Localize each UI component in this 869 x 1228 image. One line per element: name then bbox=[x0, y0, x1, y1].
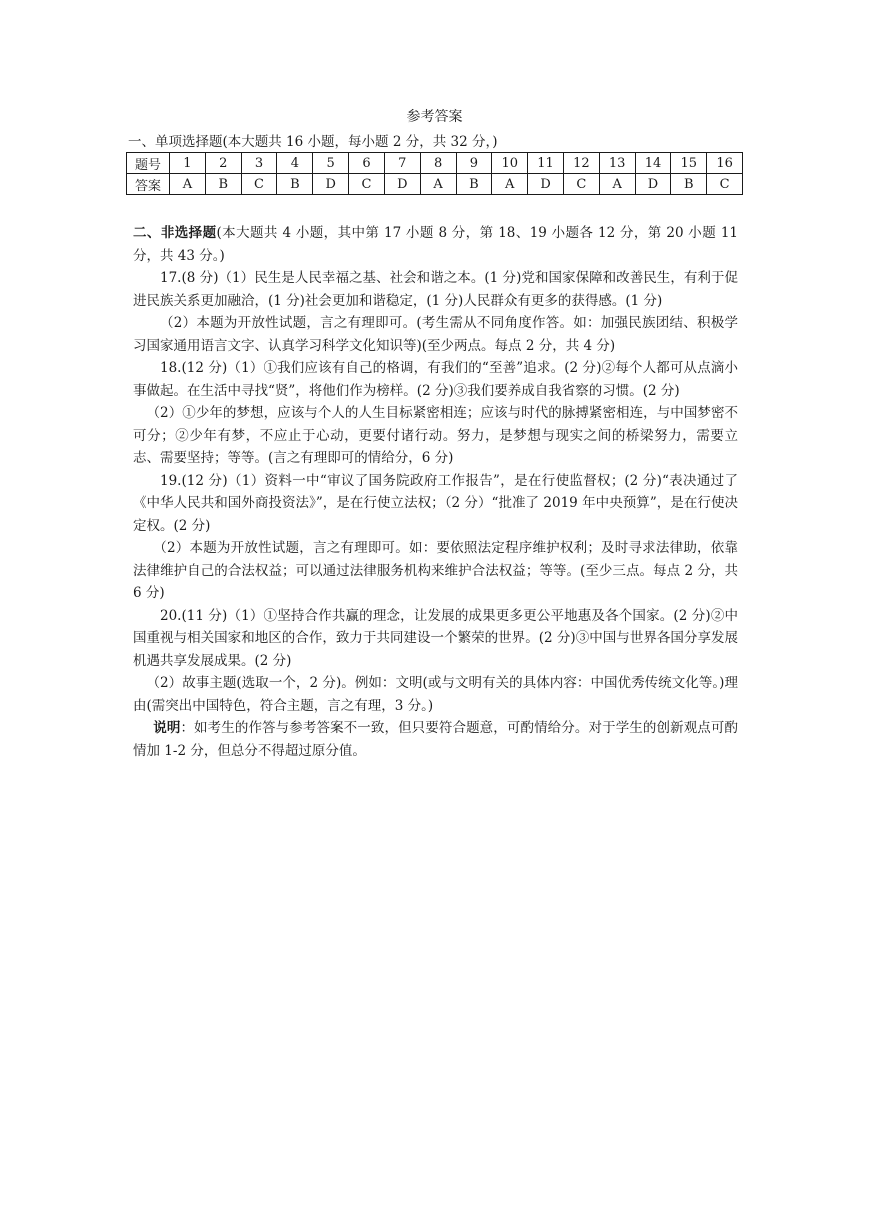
answer-cell: D bbox=[528, 174, 564, 195]
row-header-number: 题号 bbox=[127, 153, 170, 174]
answer-cell: C bbox=[349, 174, 385, 195]
answer-cell: B bbox=[205, 174, 241, 195]
answer-cell: B bbox=[277, 174, 313, 195]
answer-table bbox=[126, 152, 743, 195]
q18-part1: 18.(12 分)（1）①我们应该有自己的格调，有我们的“至善”追求。(2 分)②每个人都可从点滴小事做起。在生活中寻找“贤”，将他们作为榜样。(2 分)③我们要养成自我省察的习惯。(2 分) bbox=[133, 360, 738, 399]
answer-cell: A bbox=[420, 174, 456, 195]
answer-cell: B bbox=[671, 174, 707, 195]
q19-part1: 19.(12 分)（1）资料一中“审议了国务院政府工作报告”，是在行使监督权；(2 分)“表决通过了《中华人民共和国外商投资法》”，是在行使立法权；（2 分）“批准了 2019 年中央预算”，是在行使决定权。(2 分) bbox=[133, 472, 738, 534]
q18-part2: （2）①少年的梦想，应该与个人的人生目标紧密相连；应该与时代的脉搏紧密相连，与中国梦密不可分；②少年有梦，不应止于心动，更要付诸行动。努力，是梦想与现实之间的桥梁努力，需要立志、需要坚持；等等。(言之有理即可的情给分，6 分) bbox=[133, 405, 738, 466]
section2-heading bbox=[133, 222, 738, 267]
question-number: 13 bbox=[599, 153, 635, 174]
answer-cell: D bbox=[384, 174, 420, 195]
q20-part1: 20.(11 分)（1）①坚持合作共赢的理念，让发展的成果更多更公平地惠及各个国家。(2 分)②中国重视与相关国家和地区的合作，致力于共同建设一个繁荣的世界。(2 分)③中国与世界各国分享发展机遇共享发展成果。(2 分) bbox=[133, 607, 738, 669]
question-number-row bbox=[127, 153, 743, 174]
section2-heading-text: (本大题共 4 小题，其中第 17 小题 8 分，第 18、19 小题各 12 分，第 20 小题 11 分，共 43 分。) bbox=[133, 225, 738, 264]
q20-part2: （2）故事主题(选取一个，2 分)。例如：文明(或与文明有关的具体内容：中国优秀传统文化等。)理由(需突出中国特色，符合主题，言之有理，3 分。) bbox=[133, 675, 738, 714]
answer-cell: B bbox=[456, 174, 492, 195]
question-number: 7 bbox=[384, 153, 420, 174]
q17-part1: 17.(8 分)（1）民生是人民幸福之基、社会和谐之本。(1 分)党和国家保障和改善民生，有利于促进民族关系更加融洽，(1 分)社会更加和谐稳定，(1 分)人民群众有更多的获得感。(1 分) bbox=[133, 270, 738, 309]
row-header-answer: 答案 bbox=[127, 174, 170, 195]
question-number: 8 bbox=[420, 153, 456, 174]
answer-cell: A bbox=[492, 174, 528, 195]
question-number: 12 bbox=[563, 153, 599, 174]
q19-part2: （2）本题为开放性试题，言之有理即可。如：要依照法定程序维护权利；及时寻求法律助，依靠法律维护自己的合法权益；可以通过法律服务机构来维护合法权益；等等。(至少三点。每点 2 分，共 6 分) bbox=[133, 540, 738, 601]
answer-cell: A bbox=[170, 174, 206, 195]
question-number: 1 bbox=[170, 153, 206, 174]
note-label: 说明 bbox=[153, 720, 181, 736]
question-number: 16 bbox=[707, 153, 743, 174]
question-number: 15 bbox=[671, 153, 707, 174]
answer-cell: C bbox=[563, 174, 599, 195]
q17-part2: （2）本题为开放性试题，言之有理即可。(考生需从不同角度作答。如：加强民族团结、积极学习国家通用语言文字、认真学习科学文化知识等)(至少两点。每点 2 分，共 4 分) bbox=[133, 315, 738, 354]
document-title: 参考答案 bbox=[406, 109, 463, 125]
section1-heading: 一、单项选择题(本大题共 16 小题，每小题 2 分，共 32 分，) bbox=[128, 134, 498, 150]
answer-cell: C bbox=[241, 174, 277, 195]
grading-note bbox=[133, 717, 738, 762]
answer-cell: D bbox=[635, 174, 671, 195]
question-number: 14 bbox=[635, 153, 671, 174]
question-number: 9 bbox=[456, 153, 492, 174]
section2-heading-label: 二、非选择题 bbox=[133, 225, 217, 241]
answer-cell: D bbox=[313, 174, 349, 195]
question-number: 6 bbox=[349, 153, 385, 174]
note-text: ：如考生的作答与参考答案不一致，但只要符合题意，可酌情给分。对于学生的创新观点可酌情加 1-2 分，但总分不得超过原分值。 bbox=[133, 720, 738, 759]
question-number: 4 bbox=[277, 153, 313, 174]
question-number: 11 bbox=[528, 153, 564, 174]
answer-cell: A bbox=[599, 174, 635, 195]
section2-body bbox=[133, 222, 738, 762]
question-number: 10 bbox=[492, 153, 528, 174]
answer-row bbox=[127, 174, 743, 195]
question-number: 2 bbox=[205, 153, 241, 174]
question-number: 3 bbox=[241, 153, 277, 174]
question-number: 5 bbox=[313, 153, 349, 174]
answer-cell: C bbox=[707, 174, 743, 195]
